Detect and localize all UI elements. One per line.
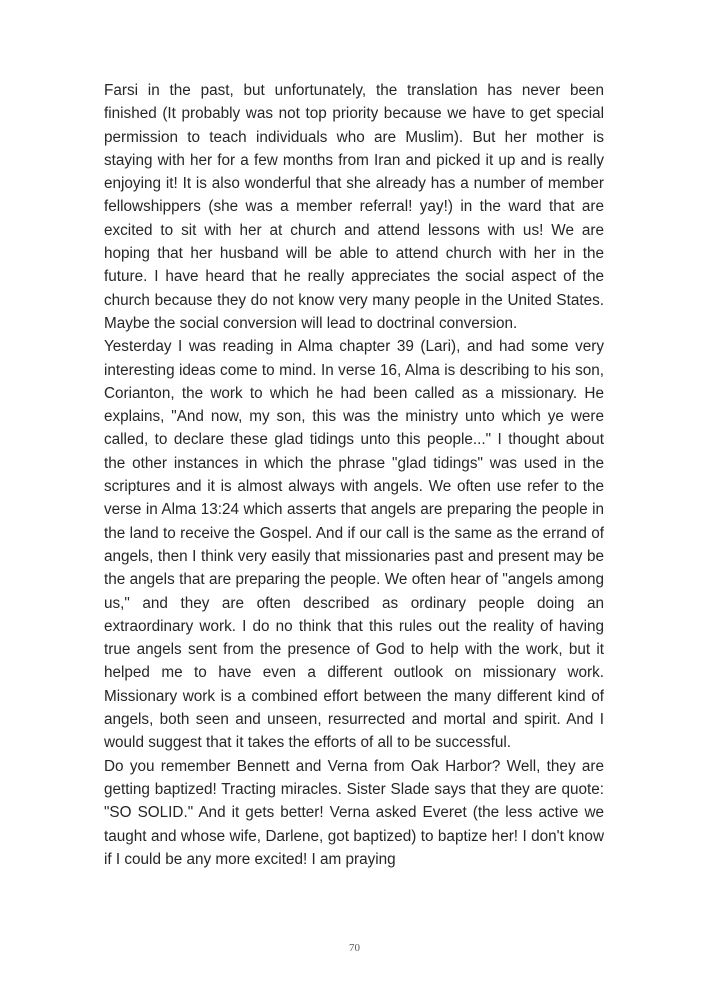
paragraph-bennett-verna: Do you remember Bennett and Verna from Oak Harbor? Well, they are getting baptized! Tracting miracles. Sister Slade says that they are quote: "SO SOLID." And it gets better! Verna asked Everet (the less active we taught and whose wife, Darlene, got baptized) to baptize her! I don't know if I could be any more excited! I am praying — [104, 757, 604, 868]
paragraph-farsi-translation: Farsi in the past, but unfortunately, the translation has never been finished (It probably was not top priority because we have to get special permission to teach individuals who are Muslim). But her mother is staying with her for a few months from Iran and picked it up and is really enjoying it! It is also wonderful that she already has a number of member fellowshippers (she was a member referral! yay!) in the ward that are excited to sit with her at church and attend lessons with us! We are hoping that her husband will be able to attend church with her in the future. I have heard that he really appreciates the social aspect of the church because they do not know very many people in the United States. Maybe the social conversion will lead to doctrinal conversion. — [104, 82, 604, 332]
body-text — [104, 79, 604, 871]
page-number: 70 — [349, 942, 360, 954]
paragraph-alma-chapter-39: Yesterday I was reading in Alma chapter 39 (Lari), and had some very interesting ideas come to mind. In verse 16, Alma is describing to his son, Corianton, the work to which he had been called as a missionary. He explains, "And now, my son, this was the ministry unto which ye were called, to declare these glad tidings unto this people..." I thought about the other instances in which the phrase "glad tidings" was used in the scriptures and it is almost always with angels. We often use refer to the verse in Alma 13:24 which asserts that angels are preparing the people in the land to receive the Gospel. And if our call is the same as the errand of angels, then I think very easily that missionaries past and present may be the angels that are preparing the people. We often hear of "angels among us," and they are often described as ordinary people doing an extraordinary work. I do no think that this rules out the reality of having true angels sent from the presence of God to help with the work, but it helped me to have even a different outlook on missionary work. Missionary work is a combined effort between the many different kind of angels, both seen and unseen, resurrected and mortal and spirit. And I would suggest that it takes the efforts of all to be successful. — [104, 338, 604, 752]
